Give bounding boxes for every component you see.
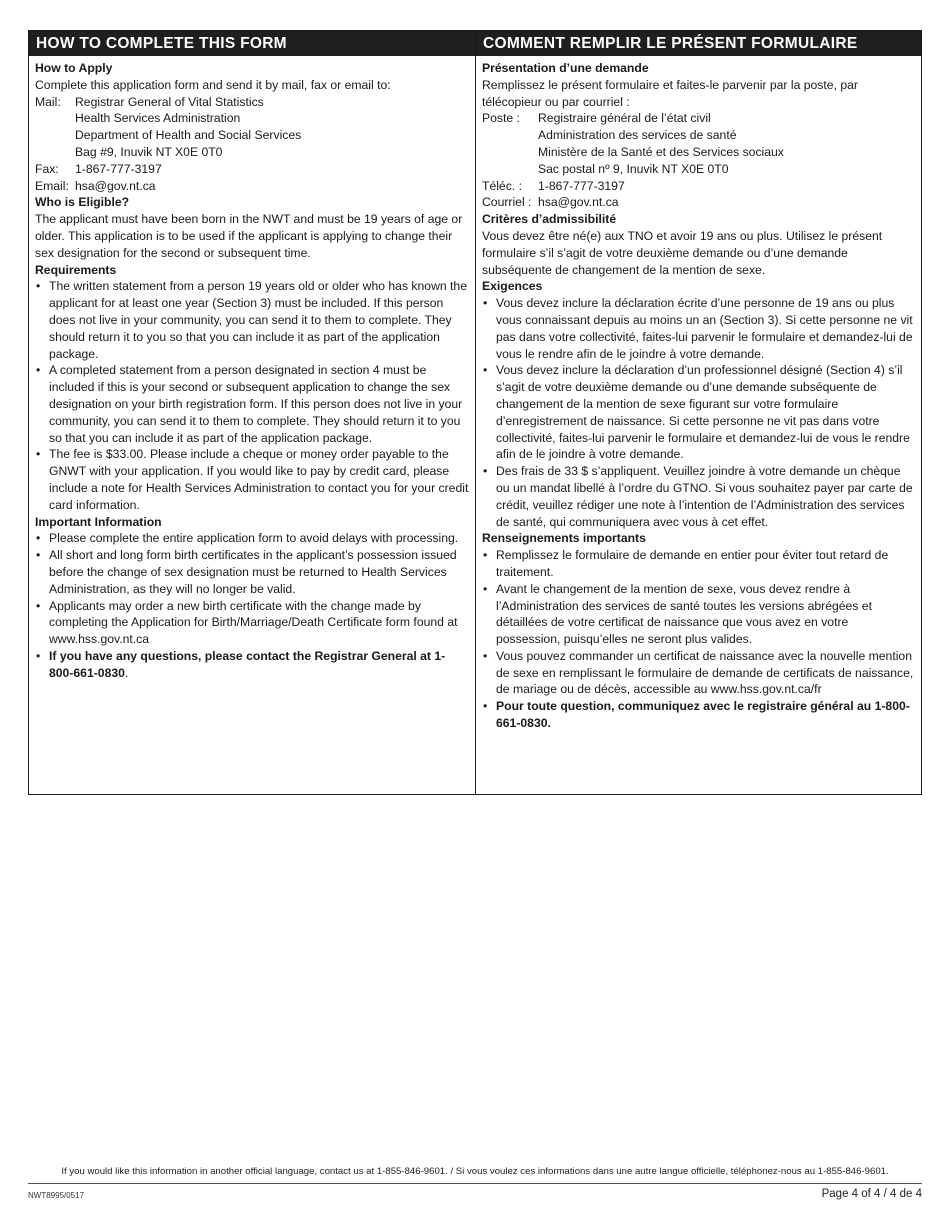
list-item: • Des frais de 33 $ s’appliquent. Veuillez joindre à votre demande un chèque ou un mandat libellé à l’ordre du GTNO. Si vous souhaitez payer par carte de crédit, veuillez rédiger une note à l’intention de l’Administration des services de santé, qui communiquera avec vous à cet effet. [482,463,915,530]
list-item [35,648,469,682]
email-address: hsa@gov.nt.ca [75,178,156,193]
email-label: Courriel : [482,195,532,210]
mail-line: Ministère de la Santé et des Services sociaux [538,144,784,159]
important-info-list [482,547,915,732]
how-to-apply-intro: Complete this application form and send it by mail, fax or email to: [35,77,391,92]
email-row [35,178,469,195]
list-item: • All short and long form birth certificates in the applicant’s possession issued before the change of sex designation must be returned to Health Services Administration, as they will no longer be valid. [35,547,469,597]
mail-line: Administration des services de santé [538,128,737,143]
important-info-list [35,530,469,681]
footer-divider [28,1183,922,1184]
mail-line: Registraire général de l’état civil [538,111,711,126]
requirements-list [482,295,915,530]
form-code: NWT8995/0517 [28,1191,85,1200]
mail-lines [75,94,469,161]
mail-address [35,94,469,161]
list-item: • The fee is $33.00. Please include a cheque or money order payable to the GNWT with your application. If you would like to pay by credit card, please include a note for Health Services Administration to contact you for your credit card information. [35,446,469,513]
important-info-title: Important Information [35,514,162,529]
email-label: Email: [35,178,69,193]
mail-label: Poste : [482,111,520,126]
instructions-table [28,30,922,795]
english-body [29,56,475,681]
list-item: • Vous pouvez commander un certificat de naissance avec la nouvelle mention de sexe en remplissant le formulaire de demande de certificats de naissance, de mariage ou de décès, accessible au www.hss.gov.nt.ca/fr [482,648,915,698]
contact-note: If you have any questions, please contact the Registrar General at 1-800-661-0830 [49,648,446,680]
list-item: • Vous devez inclure la déclaration écrite d’une personne de 19 ans ou plus vous connaissant depuis au moins un an (Section 3). Si cette personne ne vit pas dans votre collectivité, faites-lui parvenir le formulaire et demandez-lui de vous le rendre afin de le joindre à votre demande. [482,295,915,362]
how-to-apply-title: How to Apply [35,61,113,75]
eligibility-text: The applicant must have been born in the NWT and must be 19 years of age or older. This application is to be used if the applicant is applying to change their sex designation for the second or subsequent time. [35,212,463,260]
mail-line: Sac postal nº 9, Inuvik NT X0E 0T0 [538,161,729,176]
english-column [29,31,476,794]
list-item: • The written statement from a person 19 years old or older who has known the applicant for at least one year (Section 3) must be included. If this person does not live in your community, you can send it to them to complete. They should return it to you so that you can include it as part of the application package. [35,278,469,362]
eligibility-title: Who is Eligible? [35,195,130,210]
fax-label: Téléc. : [482,178,522,193]
list-item: • Remplissez le formulaire de demande en entier pour éviter tout retard de traitement. [482,547,915,581]
mail-line: Bag #9, Inuvik NT X0E 0T0 [75,144,223,159]
contact-note: Pour toute question, communiquez avec le registraire général au 1-800-661-0830. [496,699,910,731]
list-item: • A completed statement from a person designated in section 4 must be included if this is your second or subsequent application to change the sex designation on your birth registration form. If this person does not live in your community, you can send it to them to complete. They should return it to you so that you can include it as part of the application package. [35,362,469,446]
list-item: • Avant le changement de la mention de sexe, vous devez rendre à l’Administration des services de santé toutes les versions abrégées et détaillées de votre certificat de naissance que vous avez en votre possession, puisqu’elles ne seront plus valides. [482,581,915,648]
french-column [476,31,921,794]
list-item [482,698,915,732]
fax-row [35,161,469,178]
requirements-list [35,278,469,513]
contact-note-period: . [124,665,129,680]
requirements-title: Exigences [482,279,543,294]
eligibility-title: Critères d’admissibilité [482,212,617,227]
list-item: • Vous devez inclure la déclaration d’un professionnel désigné (Section 4) s’il s’agit de votre deuxième demande ou d’une demande subséquente de changement de la mention de sexe figurant sur votre formulaire d’enregistrement de naissance. Si cette personne ne vit pas dans votre collectivité, faites-lui parvenir le formulaire et demandez-lui de vous le rendre afin de le joindre à votre demande. [482,362,915,463]
mail-address [482,110,915,177]
mail-line: Registrar General of Vital Statistics [75,94,264,109]
email-row [482,194,915,211]
list-item: • Please complete the entire application form to avoid delays with processing. [35,530,469,547]
english-header: HOW TO COMPLETE THIS FORM [29,31,475,56]
eligibility-text: Vous devez être né(e) aux TNO et avoir 19 ans ou plus. Utilisez le présent formulaire s’il s’agit de votre deuxième demande ou d’une demande subséquente de changement de la mention de sexe. [482,228,883,277]
french-body [476,56,921,732]
email-address: hsa@gov.nt.ca [538,195,619,210]
mail-lines [538,110,915,177]
mail-line: Health Services Administration [75,111,241,126]
list-item: • Applicants may order a new birth certificate with the change made by completing the Application for Birth/Marriage/Death Certificate form found at www.hss.gov.nt.ca [35,598,469,648]
requirements-title: Requirements [35,262,117,277]
language-note: If you would like this information in another official language, contact us at 1-855-846-9601. / Si vous voulez ces informations dans une autre langue officielle, téléphonez-nous au 1-855-846-9601. [61,1166,889,1177]
fax-number: 1-867-777-3197 [75,161,162,176]
mail-line: Department of Health and Social Services [75,128,302,143]
mail-label: Mail: [35,94,61,109]
fax-label: Fax: [35,161,59,176]
fax-number: 1-867-777-3197 [538,178,625,193]
fax-row [482,178,915,195]
important-info-title: Renseignements importants [482,531,646,546]
how-to-apply-title: Présentation d’une demande [482,61,649,75]
page-number: Page 4 of 4 / 4 de 4 [821,1188,922,1200]
how-to-apply-intro: Remplissez le présent formulaire et faites-le parvenir par la poste, par télécopieur ou par courriel : [482,77,858,109]
french-header: COMMENT REMPLIR LE PRÉSENT FORMULAIRE [476,31,921,56]
